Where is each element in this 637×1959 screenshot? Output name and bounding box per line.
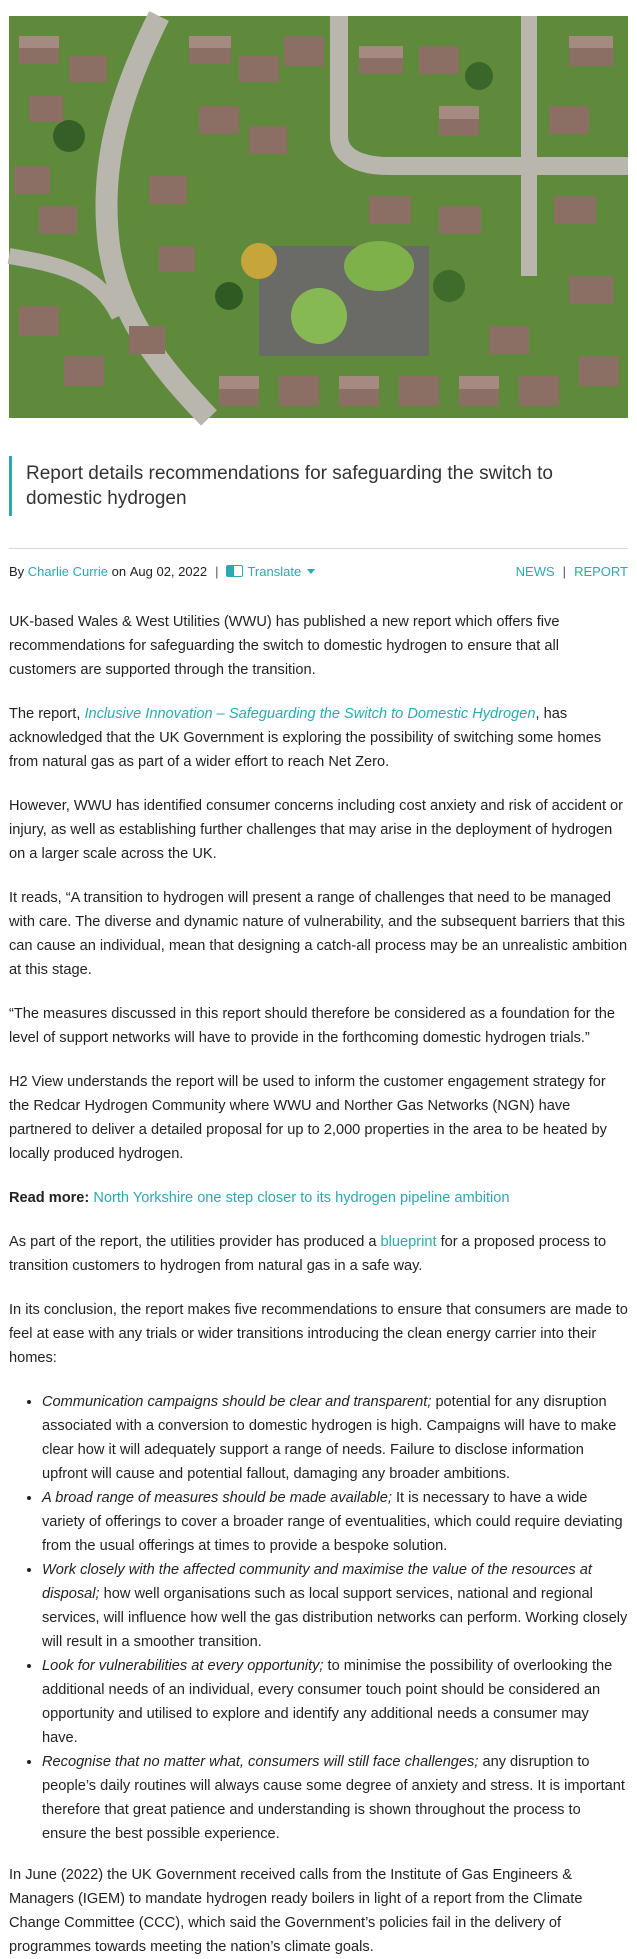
article-headline: Report details recommendations for safeguarding the switch to domestic hydrogen xyxy=(26,463,553,509)
chevron-down-icon xyxy=(307,569,315,574)
read-more-link[interactable]: North Yorkshire one step closer to its hydrogen pipeline ambition xyxy=(93,1190,510,1206)
paragraph-text: As part of the report, the utilities provider has produced a xyxy=(9,1234,381,1250)
paragraph: “The measures discussed in this report should therefore be considered as a foundation for the level of support networks will have to provide in the forthcoming domestic hydrogen trials.” xyxy=(9,1006,615,1046)
hero-image xyxy=(9,16,628,418)
list-item xyxy=(42,1558,628,1654)
recommendation-text: any disruption to people’s daily routines will always cause some degree of anxiety and stress. It is important therefore that great patience and understanding is shown throughout the process to ensure the best possible experience. xyxy=(42,1754,625,1842)
paragraph: H2 View understands the report will be used to inform the customer engagement strategy for the Redcar Hydrogen Community where WWU and Norther Gas Networks (NGN) have partnered to deliver a detailed proposal for up to 2,000 properties in the area to be heated by locally produced hydrogen. xyxy=(9,1074,607,1162)
paragraph: It reads, “A transition to hydrogen will present a range of challenges that need to be managed with care. The diverse and dynamic nature of vulnerability, and the subsequent barriers that this can cause an individual, mean that designing a catch-all process may be an unrealistic ambition at this stage. xyxy=(9,890,628,978)
paragraph: However, WWU has identified consumer concerns including cost anxiety and risk of accident or injury, as well as establishing further challenges that may arise in the deployment of hydrogen on a larger scale across the UK. xyxy=(9,798,624,862)
report-title-link-text: Inclusive Innovation – Safeguarding the Switch to Domestic Hydrogen xyxy=(84,706,536,722)
blueprint-link[interactable]: blueprint xyxy=(380,1234,437,1250)
tag-divider: | xyxy=(562,563,567,579)
read-more xyxy=(9,1186,628,1210)
recommendation-text: It is necessary to have a wide variety of offerings to cover a broader range of eventualities, which could require deviating from the usual offerings at times to provide a bespoke solution. xyxy=(42,1490,623,1554)
recommendation-text: potential for any disruption associated with a conversion to domestic hydrogen is high. Campaigns will have to make clear how it will adequately support a range of needs. Failure to disclose information upfront will cause and potential fallout, damaging any broader ambitions. xyxy=(42,1394,617,1482)
translate-button[interactable] xyxy=(226,564,315,579)
paragraph: In June (2022) the UK Government received calls from the Institute of Gas Engineers & Managers (IGEM) to mandate hydrogen ready boilers in light of a report from the Climate Change Committee (CCC), which said the Government’s policies fail in the delivery of programmes towards meeting the nation’s climate goals. xyxy=(9,1867,583,1955)
recommendation-lead: A broad range of measures should be made available; xyxy=(42,1490,392,1506)
author-link[interactable]: Charlie Currie xyxy=(27,563,108,579)
tag-news[interactable]: NEWS xyxy=(515,563,555,579)
article-page xyxy=(0,16,637,1955)
recommendation-lead: Look for vulnerabilities at every opportunity; xyxy=(42,1658,324,1674)
list-item xyxy=(42,1390,628,1486)
byline xyxy=(9,564,315,579)
paragraph: In its conclusion, the report makes five recommendations to ensure that consumers are made to feel at ease with any trials or wider transitions introducing the clean energy carrier into their homes: xyxy=(9,1302,628,1366)
byline-divider: | xyxy=(215,563,219,579)
byline-on: on xyxy=(111,563,127,579)
article-container xyxy=(9,16,628,1959)
read-more-label: Read more: xyxy=(9,1190,90,1206)
tag-report[interactable]: REPORT xyxy=(574,563,628,579)
paragraph-text: for a proposed process to transition customers to hydrogen from natural gas in a safe way. xyxy=(9,1234,607,1274)
byline-by: By xyxy=(9,563,25,579)
headline-block xyxy=(9,456,628,516)
report-title-link[interactable] xyxy=(84,706,535,722)
paragraph-text: , has acknowledged that the UK Government is exploring the possibility of switching some homes from natural gas as part of a wider effort to reach Net Zero. xyxy=(9,706,602,770)
list-item xyxy=(42,1486,628,1558)
recommendation-lead: Communication campaigns should be clear and transparent; xyxy=(42,1394,432,1410)
paragraph: UK-based Wales & West Utilities (WWU) has published a new report which offers five recommendations for safeguarding the switch to domestic hydrogen to ensure that all customers are supported through the transition. xyxy=(9,614,560,678)
publish-date: Aug 02, 2022 xyxy=(129,563,208,579)
translate-label: Translate xyxy=(247,563,302,579)
article-meta xyxy=(9,562,628,580)
recommendation-text: to minimise the possibility of overlooking the additional needs of an individual, every consumer touch point should be considered an opportunity and utilised to explore and identify any additional needs a consumer may have. xyxy=(42,1658,613,1746)
article-tags xyxy=(516,564,628,579)
recommendations-list xyxy=(9,1390,628,1846)
aerial-housing-estate-photo xyxy=(9,16,628,418)
paragraph xyxy=(9,702,628,774)
paragraph-text: The report, xyxy=(9,706,85,722)
article-body xyxy=(9,610,628,1959)
translate-icon xyxy=(226,565,243,577)
paragraph xyxy=(9,1230,628,1278)
list-item xyxy=(42,1654,628,1750)
list-item xyxy=(42,1750,628,1846)
recommendation-lead: Work closely with the affected community and maximise the value of the resources at disposal; xyxy=(42,1562,592,1602)
recommendation-text: how well organisations such as local support services, national and regional services, will influence how well the gas distribution networks can perform. Working closely will result in a smoother transition. xyxy=(42,1586,628,1650)
recommendation-lead: Recognise that no matter what, consumers will still face challenges; xyxy=(42,1754,479,1770)
divider xyxy=(9,548,628,549)
